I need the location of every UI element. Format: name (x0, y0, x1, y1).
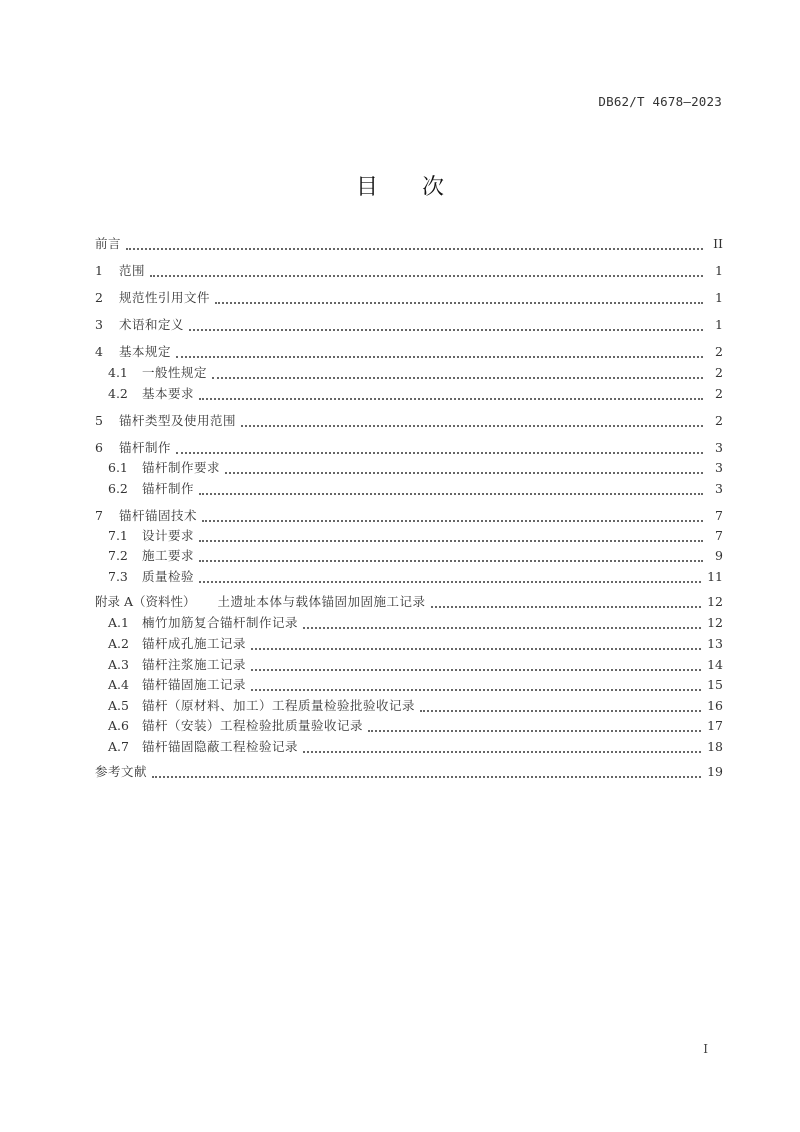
toc-entry[interactable] (108, 364, 723, 382)
toc-entry-label: 锚杆制作要求 (142, 460, 221, 475)
toc-entry[interactable] (95, 316, 723, 334)
toc-entry-label: 锚杆锚固施工记录 (142, 677, 247, 692)
dot-leader (199, 398, 703, 400)
dot-leader (199, 560, 703, 562)
toc-entry-label: 前言 (95, 236, 122, 251)
toc-entry-number: 6 (95, 440, 103, 455)
toc-entry[interactable] (95, 507, 723, 525)
dot-leader (126, 248, 703, 250)
toc-entry-label: 质量检验 (142, 569, 195, 584)
dot-leader (176, 452, 703, 454)
toc-entry-number: 6.2 (108, 481, 128, 496)
toc-entry-number: A.3 (108, 657, 129, 672)
page-title (0, 170, 800, 201)
toc-entry-page: 9 (715, 548, 723, 563)
toc-entry-label: 锚杆制作 (119, 440, 172, 455)
toc-entry-page: 7 (715, 508, 723, 523)
toc-entry-label: 一般性规定 (142, 365, 208, 380)
dot-leader (176, 356, 703, 358)
toc-entry[interactable] (108, 717, 723, 735)
toc-entry-label: 楠竹加筋复合锚杆制作记录 (142, 615, 299, 630)
toc-entry-number: 5 (95, 413, 103, 428)
toc-entry[interactable] (95, 262, 723, 280)
toc-entry-page: 14 (707, 657, 723, 672)
toc-entry[interactable] (95, 289, 723, 307)
toc-entry[interactable] (108, 385, 723, 403)
title-char-2: 次 (422, 175, 445, 200)
toc-entry-page: 15 (707, 677, 723, 692)
toc-entry-page: 2 (715, 386, 723, 401)
toc-entry-number: 7 (95, 508, 103, 523)
toc-entry-label: 基本要求 (142, 386, 195, 401)
toc-entry-label: 术语和定义 (119, 317, 185, 332)
toc-entry-page: 11 (707, 569, 723, 584)
toc-entry-label: 锚杆锚固技术 (119, 508, 198, 523)
toc-entry[interactable] (95, 235, 723, 253)
toc-entry-number: 6.1 (108, 460, 128, 475)
toc-entry-label: 锚杆（安装）工程检验批质量验收记录 (142, 718, 364, 733)
toc-entry[interactable] (108, 459, 723, 477)
toc-entry-number: A.1 (108, 615, 129, 630)
toc-entry-page: 17 (707, 718, 723, 733)
toc-entry-label: 施工要求 (142, 548, 195, 563)
dot-leader (303, 751, 701, 753)
dot-leader (251, 669, 701, 671)
toc-entry[interactable] (108, 547, 723, 565)
toc-entry-label: 范围 (119, 263, 146, 278)
dot-leader (202, 520, 703, 522)
toc-entry-number: 附录 A（资料性） (95, 594, 196, 609)
dot-leader (152, 776, 701, 778)
toc-entry-label: 参考文献 (95, 764, 148, 779)
toc-entry-page: 19 (707, 764, 723, 779)
dot-leader (251, 689, 701, 691)
toc-entry-label: 锚杆制作 (142, 481, 195, 496)
document-id: DB62/T 4678—2023 (598, 94, 722, 109)
toc-entry-page: 1 (715, 290, 723, 305)
toc-entry[interactable] (95, 412, 723, 430)
toc-entry-number: A.4 (108, 677, 129, 692)
footer-page-number: I (703, 1042, 708, 1056)
toc-entry-page: 12 (707, 594, 723, 609)
toc-entry[interactable] (108, 697, 723, 715)
toc-entry-page: 3 (715, 460, 723, 475)
toc-entry-label: 锚杆类型及使用范围 (119, 413, 237, 428)
toc-entry[interactable] (95, 763, 723, 781)
toc-entry-number: A.6 (108, 718, 129, 733)
title-char-1: 目 (355, 175, 378, 200)
dot-leader (431, 606, 702, 608)
toc-entry-number: 7.3 (108, 569, 128, 584)
toc-entry-number: 4.2 (108, 386, 128, 401)
toc-entry-number: 4 (95, 344, 103, 359)
toc-entry[interactable] (95, 343, 723, 361)
toc-entry-page: 12 (707, 615, 723, 630)
dot-leader (303, 627, 701, 629)
toc-entry[interactable] (108, 656, 723, 674)
dot-leader (212, 377, 703, 379)
toc-entry[interactable] (108, 738, 723, 756)
toc-entry-number: 7.2 (108, 548, 128, 563)
toc-entry-number: 1 (95, 263, 103, 278)
toc-entry-label: 锚杆锚固隐蔽工程检验记录 (142, 739, 299, 754)
dot-leader (199, 493, 703, 495)
toc-entry[interactable] (95, 593, 723, 611)
toc-entry-page: 1 (715, 317, 723, 332)
toc-entry-number: 2 (95, 290, 103, 305)
toc-entry-page: 18 (707, 739, 723, 754)
dot-leader (420, 710, 701, 712)
toc-entry-page: II (713, 236, 723, 251)
toc-entry-label: 锚杆（原材料、加工）工程质量检验批验收记录 (142, 698, 416, 713)
toc-entry-number: A.2 (108, 636, 129, 651)
toc-entry-page: 7 (715, 528, 723, 543)
toc-entry-number: A.5 (108, 698, 129, 713)
toc-entry-page: 2 (715, 365, 723, 380)
toc-entry[interactable] (95, 439, 723, 457)
toc-entry[interactable] (108, 568, 723, 586)
toc-entry[interactable] (108, 480, 723, 498)
dot-leader (199, 581, 701, 583)
dot-leader (215, 302, 703, 304)
toc-entry[interactable] (108, 635, 723, 653)
toc-entry[interactable] (108, 527, 723, 545)
dot-leader (225, 472, 703, 474)
toc-entry-label: 规范性引用文件 (119, 290, 211, 305)
dot-leader (150, 275, 703, 277)
toc-entry-page: 3 (715, 481, 723, 496)
toc-entry-label: 锚杆成孔施工记录 (142, 636, 247, 651)
toc-entry-page: 16 (707, 698, 723, 713)
toc-entry-page: 2 (715, 344, 723, 359)
dot-leader (251, 648, 701, 650)
dot-leader (241, 425, 703, 427)
toc-entry[interactable] (108, 676, 723, 694)
toc-entry-label: 锚杆注浆施工记录 (142, 657, 247, 672)
dot-leader (368, 730, 701, 732)
dot-leader (199, 540, 703, 542)
toc-entry-label: 基本规定 (119, 344, 172, 359)
toc-entry-label: 土遗址本体与载体锚固加固施工记录 (217, 594, 426, 609)
toc-entry-number: 7.1 (108, 528, 128, 543)
toc-entry-number: A.7 (108, 739, 129, 754)
toc-entry-page: 2 (715, 413, 723, 428)
toc-entry-number: 4.1 (108, 365, 128, 380)
toc-entry-page: 3 (715, 440, 723, 455)
toc-entry-label: 设计要求 (142, 528, 195, 543)
toc-entry-page: 1 (715, 263, 723, 278)
toc-entry-page: 13 (707, 636, 723, 651)
toc-entry[interactable] (108, 614, 723, 632)
toc-entry-number: 3 (95, 317, 103, 332)
dot-leader (189, 329, 703, 331)
